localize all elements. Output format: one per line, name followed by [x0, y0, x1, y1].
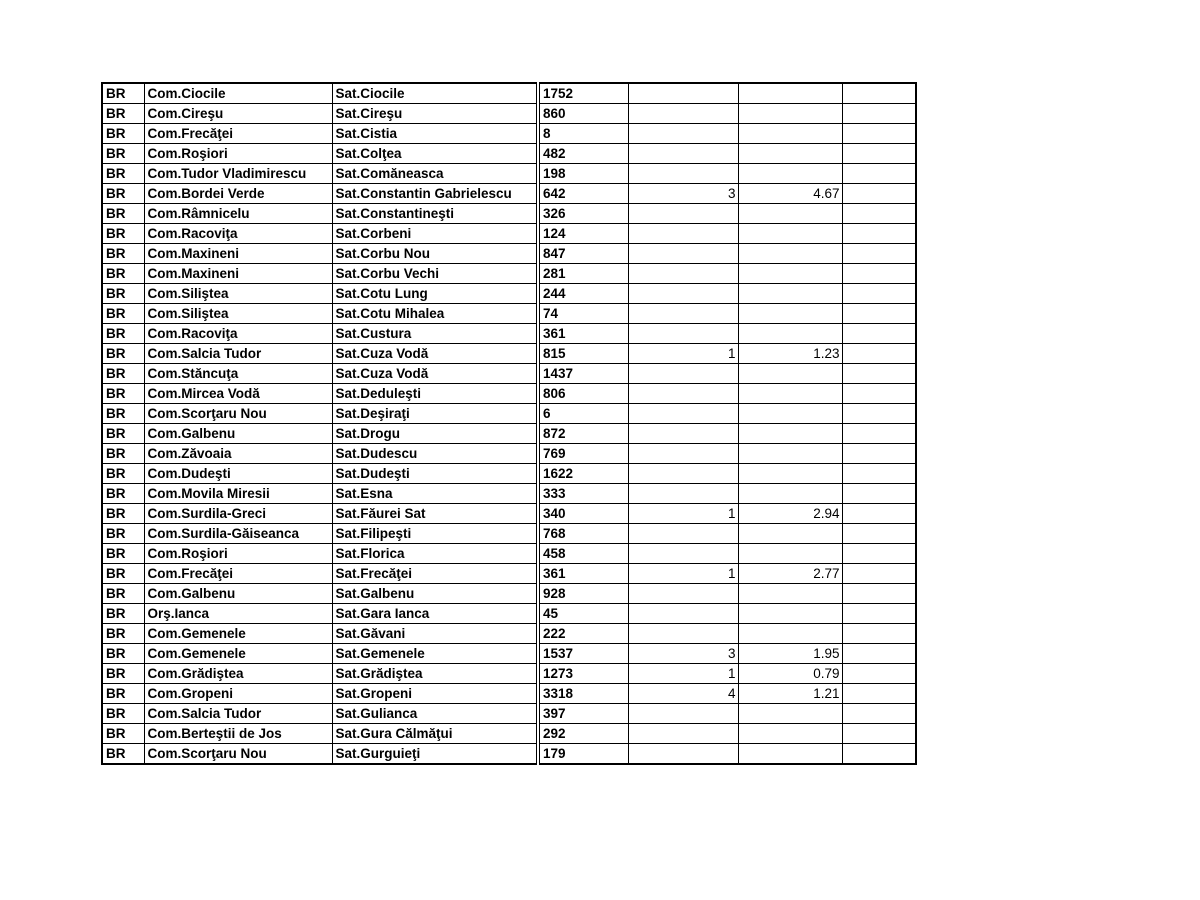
empty-cell — [842, 744, 916, 765]
population-cell: 397 — [538, 704, 628, 724]
ratio-cell: 1.23 — [738, 344, 842, 364]
ratio-cell: 2.94 — [738, 504, 842, 524]
ratio-cell — [738, 464, 842, 484]
ratio-cell — [738, 584, 842, 604]
ratio-cell — [738, 264, 842, 284]
empty-cell — [842, 484, 916, 504]
county-cell: BR — [102, 384, 144, 404]
commune-cell: Com.Roşiori — [144, 144, 332, 164]
commune-cell: Com.Stăncuţa — [144, 364, 332, 384]
empty-cell — [842, 124, 916, 144]
count-cell — [628, 244, 738, 264]
county-cell: BR — [102, 724, 144, 744]
empty-cell — [842, 624, 916, 644]
ratio-cell — [738, 164, 842, 184]
county-cell: BR — [102, 704, 144, 724]
empty-cell — [842, 104, 916, 124]
commune-cell: Com.Frecăţei — [144, 124, 332, 144]
table-row — [102, 83, 916, 104]
ratio-cell — [738, 324, 842, 344]
empty-cell — [842, 584, 916, 604]
village-cell: Sat.Frecăţei — [332, 564, 538, 584]
count-cell — [628, 264, 738, 284]
empty-cell — [842, 504, 916, 524]
empty-cell — [842, 664, 916, 684]
population-cell: 333 — [538, 484, 628, 504]
village-cell: Sat.Găvani — [332, 624, 538, 644]
county-cell: BR — [102, 404, 144, 424]
table-row — [102, 184, 916, 204]
table-row — [102, 664, 916, 684]
count-cell — [628, 624, 738, 644]
count-cell — [628, 484, 738, 504]
count-cell: 3 — [628, 644, 738, 664]
ratio-cell — [738, 244, 842, 264]
ratio-cell: 1.21 — [738, 684, 842, 704]
table-row — [102, 464, 916, 484]
population-cell: 326 — [538, 204, 628, 224]
ratio-cell — [738, 144, 842, 164]
commune-cell: Com.Gemenele — [144, 624, 332, 644]
population-cell: 198 — [538, 164, 628, 184]
population-cell: 292 — [538, 724, 628, 744]
table-row — [102, 584, 916, 604]
ratio-cell: 2.77 — [738, 564, 842, 584]
empty-cell — [842, 684, 916, 704]
ratio-cell — [738, 204, 842, 224]
table-row — [102, 504, 916, 524]
population-cell: 806 — [538, 384, 628, 404]
table-row — [102, 324, 916, 344]
ratio-cell — [738, 83, 842, 104]
empty-cell — [842, 344, 916, 364]
empty-cell — [842, 724, 916, 744]
village-cell: Sat.Galbenu — [332, 584, 538, 604]
count-cell — [628, 584, 738, 604]
empty-cell — [842, 424, 916, 444]
count-cell — [628, 304, 738, 324]
count-cell — [628, 404, 738, 424]
county-cell: BR — [102, 364, 144, 384]
village-cell: Sat.Cuza Vodă — [332, 344, 538, 364]
commune-cell: Com.Movila Miresii — [144, 484, 332, 504]
data-table — [101, 82, 917, 765]
commune-cell: Com.Scorţaru Nou — [144, 744, 332, 765]
commune-cell: Com.Tudor Vladimirescu — [144, 164, 332, 184]
county-cell: BR — [102, 524, 144, 544]
ratio-cell: 1.95 — [738, 644, 842, 664]
commune-cell: Com.Racoviţa — [144, 224, 332, 244]
ratio-cell — [738, 104, 842, 124]
population-cell: 768 — [538, 524, 628, 544]
table-row — [102, 264, 916, 284]
county-cell: BR — [102, 244, 144, 264]
village-cell: Sat.Făurei Sat — [332, 504, 538, 524]
count-cell — [628, 164, 738, 184]
county-cell: BR — [102, 644, 144, 664]
ratio-cell — [738, 724, 842, 744]
table-row — [102, 224, 916, 244]
table-body — [102, 83, 916, 764]
county-cell: BR — [102, 224, 144, 244]
table-row — [102, 444, 916, 464]
commune-cell: Com.Roşiori — [144, 544, 332, 564]
county-cell: BR — [102, 484, 144, 504]
commune-cell: Com.Gropeni — [144, 684, 332, 704]
table-row — [102, 544, 916, 564]
ratio-cell — [738, 284, 842, 304]
village-cell: Sat.Dudescu — [332, 444, 538, 464]
count-cell — [628, 384, 738, 404]
table-row — [102, 404, 916, 424]
ratio-cell — [738, 424, 842, 444]
population-cell: 769 — [538, 444, 628, 464]
count-cell: 1 — [628, 564, 738, 584]
village-cell: Sat.Comăneasca — [332, 164, 538, 184]
county-cell: BR — [102, 304, 144, 324]
table-row — [102, 164, 916, 184]
commune-cell: Com.Cireşu — [144, 104, 332, 124]
table-row — [102, 604, 916, 624]
commune-cell: Com.Galbenu — [144, 424, 332, 444]
ratio-cell — [738, 444, 842, 464]
count-cell — [628, 284, 738, 304]
population-cell: 815 — [538, 344, 628, 364]
count-cell — [628, 524, 738, 544]
table-row — [102, 704, 916, 724]
county-cell: BR — [102, 464, 144, 484]
empty-cell — [842, 544, 916, 564]
village-cell: Sat.Corbeni — [332, 224, 538, 244]
population-cell: 244 — [538, 284, 628, 304]
county-cell: BR — [102, 564, 144, 584]
population-cell: 482 — [538, 144, 628, 164]
county-cell: BR — [102, 424, 144, 444]
population-cell: 928 — [538, 584, 628, 604]
ratio-cell — [738, 304, 842, 324]
commune-cell: Com.Maxineni — [144, 244, 332, 264]
population-cell: 642 — [538, 184, 628, 204]
commune-cell: Com.Ciocile — [144, 83, 332, 104]
population-cell: 45 — [538, 604, 628, 624]
count-cell — [628, 444, 738, 464]
county-cell: BR — [102, 444, 144, 464]
village-cell: Sat.Corbu Nou — [332, 244, 538, 264]
count-cell — [628, 124, 738, 144]
count-cell — [628, 204, 738, 224]
count-cell: 1 — [628, 344, 738, 364]
empty-cell — [842, 404, 916, 424]
population-cell: 458 — [538, 544, 628, 564]
empty-cell — [842, 704, 916, 724]
village-cell: Sat.Cuza Vodă — [332, 364, 538, 384]
population-cell: 3318 — [538, 684, 628, 704]
county-cell: BR — [102, 144, 144, 164]
table-row — [102, 424, 916, 444]
empty-cell — [842, 524, 916, 544]
county-cell: BR — [102, 504, 144, 524]
ratio-cell — [738, 364, 842, 384]
count-cell — [628, 104, 738, 124]
empty-cell — [842, 184, 916, 204]
commune-cell: Com.Salcia Tudor — [144, 344, 332, 364]
population-cell: 361 — [538, 564, 628, 584]
village-cell: Sat.Filipeşti — [332, 524, 538, 544]
table-row — [102, 684, 916, 704]
village-cell: Sat.Cistia — [332, 124, 538, 144]
table-row — [102, 284, 916, 304]
county-cell: BR — [102, 684, 144, 704]
ratio-cell — [738, 704, 842, 724]
commune-cell: Com.Gemenele — [144, 644, 332, 664]
count-cell: 1 — [628, 504, 738, 524]
village-cell: Sat.Constantin Gabrielescu — [332, 184, 538, 204]
commune-cell: Com.Salcia Tudor — [144, 704, 332, 724]
empty-cell — [842, 224, 916, 244]
table-row — [102, 244, 916, 264]
table-row — [102, 304, 916, 324]
commune-cell: Com.Dudeşti — [144, 464, 332, 484]
empty-cell — [842, 264, 916, 284]
count-cell: 3 — [628, 184, 738, 204]
empty-cell — [842, 204, 916, 224]
village-cell: Sat.Gemenele — [332, 644, 538, 664]
county-cell: BR — [102, 284, 144, 304]
ratio-cell — [738, 544, 842, 564]
ratio-cell — [738, 384, 842, 404]
empty-cell — [842, 244, 916, 264]
ratio-cell — [738, 124, 842, 144]
population-cell: 222 — [538, 624, 628, 644]
commune-cell: Com.Surdila-Găiseanca — [144, 524, 332, 544]
village-cell: Sat.Gura Călmăţui — [332, 724, 538, 744]
village-cell: Sat.Constantineşti — [332, 204, 538, 224]
commune-cell: Com.Surdila-Greci — [144, 504, 332, 524]
population-cell: 1537 — [538, 644, 628, 664]
count-cell — [628, 704, 738, 724]
count-cell: 1 — [628, 664, 738, 684]
county-cell: BR — [102, 184, 144, 204]
population-cell: 340 — [538, 504, 628, 524]
village-cell: Sat.Gulianca — [332, 704, 538, 724]
county-cell: BR — [102, 204, 144, 224]
population-cell: 1752 — [538, 83, 628, 104]
population-cell: 8 — [538, 124, 628, 144]
table-row — [102, 204, 916, 224]
empty-cell — [842, 464, 916, 484]
table-row — [102, 484, 916, 504]
county-cell: BR — [102, 344, 144, 364]
count-cell — [628, 224, 738, 244]
commune-cell: Com.Scorţaru Nou — [144, 404, 332, 424]
ratio-cell — [738, 224, 842, 244]
commune-cell: Com.Siliştea — [144, 304, 332, 324]
table-row — [102, 104, 916, 124]
village-cell: Sat.Cotu Lung — [332, 284, 538, 304]
population-cell: 74 — [538, 304, 628, 324]
population-cell: 1437 — [538, 364, 628, 384]
ratio-cell — [738, 604, 842, 624]
village-cell: Sat.Esna — [332, 484, 538, 504]
village-cell: Sat.Cotu Mihalea — [332, 304, 538, 324]
table-row — [102, 644, 916, 664]
county-cell: BR — [102, 544, 144, 564]
count-cell — [628, 83, 738, 104]
empty-cell — [842, 144, 916, 164]
commune-cell: Orş.Ianca — [144, 604, 332, 624]
empty-cell — [842, 604, 916, 624]
empty-cell — [842, 564, 916, 584]
commune-cell: Com.Zăvoaia — [144, 444, 332, 464]
county-cell: BR — [102, 624, 144, 644]
table-row — [102, 564, 916, 584]
count-cell — [628, 324, 738, 344]
population-cell: 1273 — [538, 664, 628, 684]
population-cell: 860 — [538, 104, 628, 124]
village-cell: Sat.Corbu Vechi — [332, 264, 538, 284]
county-cell: BR — [102, 124, 144, 144]
count-cell — [628, 604, 738, 624]
village-cell: Sat.Drogu — [332, 424, 538, 444]
population-cell: 872 — [538, 424, 628, 444]
population-cell: 361 — [538, 324, 628, 344]
empty-cell — [842, 644, 916, 664]
county-cell: BR — [102, 664, 144, 684]
population-cell: 124 — [538, 224, 628, 244]
table-row — [102, 624, 916, 644]
commune-cell: Com.Bordei Verde — [144, 184, 332, 204]
village-cell: Sat.Florica — [332, 544, 538, 564]
commune-cell: Com.Grădiştea — [144, 664, 332, 684]
village-cell: Sat.Deduleşti — [332, 384, 538, 404]
county-cell: BR — [102, 164, 144, 184]
empty-cell — [842, 284, 916, 304]
table-row — [102, 384, 916, 404]
ratio-cell — [738, 624, 842, 644]
population-cell: 1622 — [538, 464, 628, 484]
table-row — [102, 364, 916, 384]
empty-cell — [842, 304, 916, 324]
empty-cell — [842, 83, 916, 104]
count-cell — [628, 544, 738, 564]
ratio-cell: 4.67 — [738, 184, 842, 204]
table-row — [102, 144, 916, 164]
ratio-cell: 0.79 — [738, 664, 842, 684]
count-cell: 4 — [628, 684, 738, 704]
county-cell: BR — [102, 744, 144, 765]
village-cell: Sat.Gara Ianca — [332, 604, 538, 624]
commune-cell: Com.Galbenu — [144, 584, 332, 604]
ratio-cell — [738, 484, 842, 504]
population-cell: 179 — [538, 744, 628, 765]
county-cell: BR — [102, 83, 144, 104]
empty-cell — [842, 384, 916, 404]
village-cell: Sat.Ciocile — [332, 83, 538, 104]
commune-cell: Com.Frecăţei — [144, 564, 332, 584]
table-row — [102, 524, 916, 544]
commune-cell: Com.Siliştea — [144, 284, 332, 304]
population-cell: 281 — [538, 264, 628, 284]
count-cell — [628, 424, 738, 444]
county-cell: BR — [102, 104, 144, 124]
county-cell: BR — [102, 604, 144, 624]
commune-cell: Com.Berteştii de Jos — [144, 724, 332, 744]
village-cell: Sat.Deşiraţi — [332, 404, 538, 424]
village-cell: Sat.Gropeni — [332, 684, 538, 704]
village-cell: Sat.Cireşu — [332, 104, 538, 124]
empty-cell — [842, 324, 916, 344]
empty-cell — [842, 164, 916, 184]
count-cell — [628, 364, 738, 384]
table-row — [102, 344, 916, 364]
village-cell: Sat.Dudeşti — [332, 464, 538, 484]
count-cell — [628, 464, 738, 484]
count-cell — [628, 724, 738, 744]
village-cell: Sat.Custura — [332, 324, 538, 344]
ratio-cell — [738, 744, 842, 765]
county-cell: BR — [102, 324, 144, 344]
village-cell: Sat.Gurguieţi — [332, 744, 538, 765]
empty-cell — [842, 364, 916, 384]
table-row — [102, 744, 916, 765]
commune-cell: Com.Mircea Vodă — [144, 384, 332, 404]
ratio-cell — [738, 404, 842, 424]
commune-cell: Com.Maxineni — [144, 264, 332, 284]
table-row — [102, 724, 916, 744]
commune-cell: Com.Râmnicelu — [144, 204, 332, 224]
population-cell: 6 — [538, 404, 628, 424]
count-cell — [628, 744, 738, 765]
village-cell: Sat.Colţea — [332, 144, 538, 164]
village-cell: Sat.Grădiştea — [332, 664, 538, 684]
count-cell — [628, 144, 738, 164]
commune-cell: Com.Racoviţa — [144, 324, 332, 344]
population-cell: 847 — [538, 244, 628, 264]
ratio-cell — [738, 524, 842, 544]
table-row — [102, 124, 916, 144]
empty-cell — [842, 444, 916, 464]
county-cell: BR — [102, 264, 144, 284]
county-cell: BR — [102, 584, 144, 604]
